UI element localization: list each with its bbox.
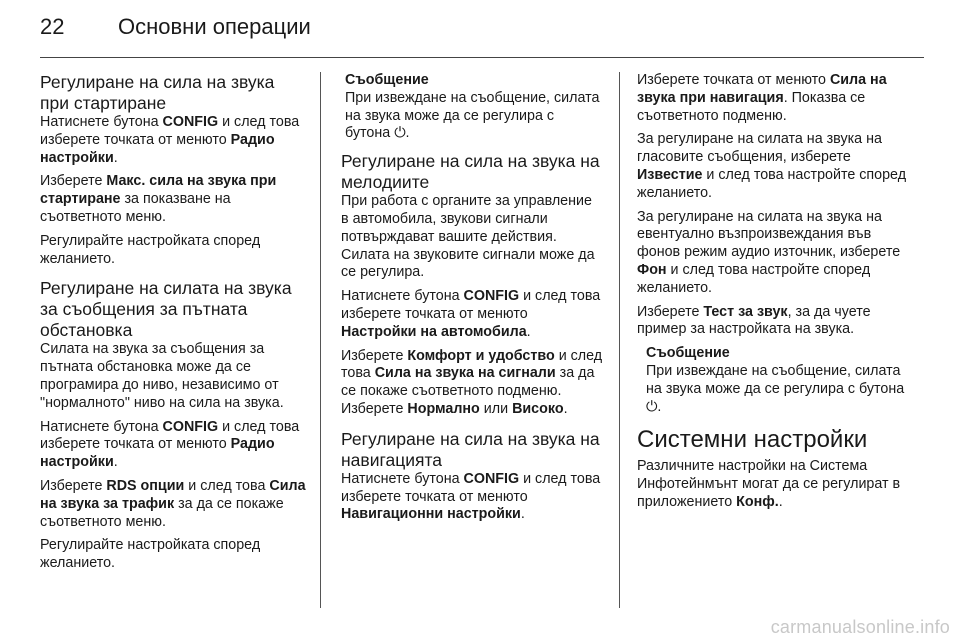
paragraph: Изберете Макс. сила на звука при стартиране за показване на съответното меню. bbox=[40, 173, 277, 225]
page-number: 22 bbox=[40, 14, 65, 39]
watermark: carmanualsonline.info bbox=[770, 617, 950, 637]
page-title: Основни операции bbox=[118, 14, 311, 39]
section-heading-system-settings: Системни настройки bbox=[637, 426, 868, 454]
section-startup-volume bbox=[40, 72, 306, 268]
section-heading: Регулиране на сила на звука при стартиране bbox=[40, 72, 275, 113]
paragraph: Изберете точката от менюто Сила на звука при навигация. Показва се съответното подменю. bbox=[637, 72, 887, 124]
section-heading: Регулиране на силата на звука за съобщения за пътната обстановка bbox=[40, 278, 292, 341]
power-knob-icon: ⏻ bbox=[646, 398, 658, 415]
paragraph: Изберете Тест за звук, за да чуете пример за настройката на звука. bbox=[637, 303, 871, 338]
paragraph: Изберете Комфорт и удобство и след това Сила на звука на сигнали за да се покаже съответното подменю. Изберете Нормално или Високо. bbox=[341, 347, 603, 417]
page-header bbox=[40, 14, 311, 50]
section-traffic-volume bbox=[40, 278, 306, 573]
paragraph: При работа с органите за управление в автомобила, звукови сигнали потвърждават вашите действия. Силата на звуковите сигнали може да се регулира. bbox=[341, 193, 595, 281]
column-divider bbox=[619, 72, 620, 608]
column-1 bbox=[40, 72, 306, 583]
paragraph: Силата на звука за съобщения за пътната обстановка може да се програмира до ниво, независимо от "нормалното" ниво на сила на звука. bbox=[40, 341, 284, 411]
paragraph: Изберете RDS опции и след това Сила на звука за трафик за да се покаже съответното меню. bbox=[40, 477, 306, 530]
note-box bbox=[646, 345, 911, 416]
paragraph: Регулирайте настройката според желанието. bbox=[40, 232, 261, 267]
paragraph: Натиснете бутона CONFIG и след това изберете точката от менюто Радио настройки. bbox=[40, 418, 300, 471]
column-divider bbox=[320, 72, 321, 608]
section-navigation-volume bbox=[341, 429, 603, 524]
paragraph: Натиснете бутона CONFIG и след това изберете точката от менюто Радио настройки. bbox=[40, 114, 300, 166]
paragraph: Различните настройки на Система Инфотейнмънт могат да се регулират в приложението Конф.. bbox=[637, 458, 901, 510]
note-title: Съобщение bbox=[646, 345, 730, 362]
column-2 bbox=[341, 72, 603, 534]
section-chime-volume bbox=[341, 151, 603, 419]
note-text: При извеждане на съобщение, силата на звука може да се регулира с бутона ⏻. bbox=[646, 362, 905, 415]
power-knob-icon: ⏻ bbox=[394, 125, 406, 142]
note-title: Съобщение bbox=[345, 72, 429, 88]
paragraph: Регулирайте настройката според желанието. bbox=[40, 537, 261, 572]
header-rule bbox=[40, 57, 924, 58]
section-heading: Регулиране на сила на звука на мелодиите bbox=[341, 151, 600, 193]
paragraph: Натиснете бутона CONFIG и след това изберете точката от менюто Настройки на автомобила. bbox=[341, 288, 601, 340]
note-text: При извеждане на съобщение, силата на звука може да се регулира с бутона ⏻. bbox=[345, 89, 600, 142]
section-heading: Регулиране на сила на звука на навигацията bbox=[341, 428, 600, 470]
note-box bbox=[345, 72, 603, 143]
paragraph: За регулиране на силата на звука на гласовите съобщения, изберете Известие и след това настройте според желанието. bbox=[637, 131, 907, 201]
paragraph: За регулиране на силата на звука на евентуално възпроизвеждания във фонов режим аудио източник, изберете Фон и след това настройте според желанието. bbox=[637, 208, 901, 296]
paragraph: Натиснете бутона CONFIG и след това изберете точката от менюто Навигационни настройки. bbox=[341, 470, 601, 523]
column-3 bbox=[637, 72, 911, 518]
